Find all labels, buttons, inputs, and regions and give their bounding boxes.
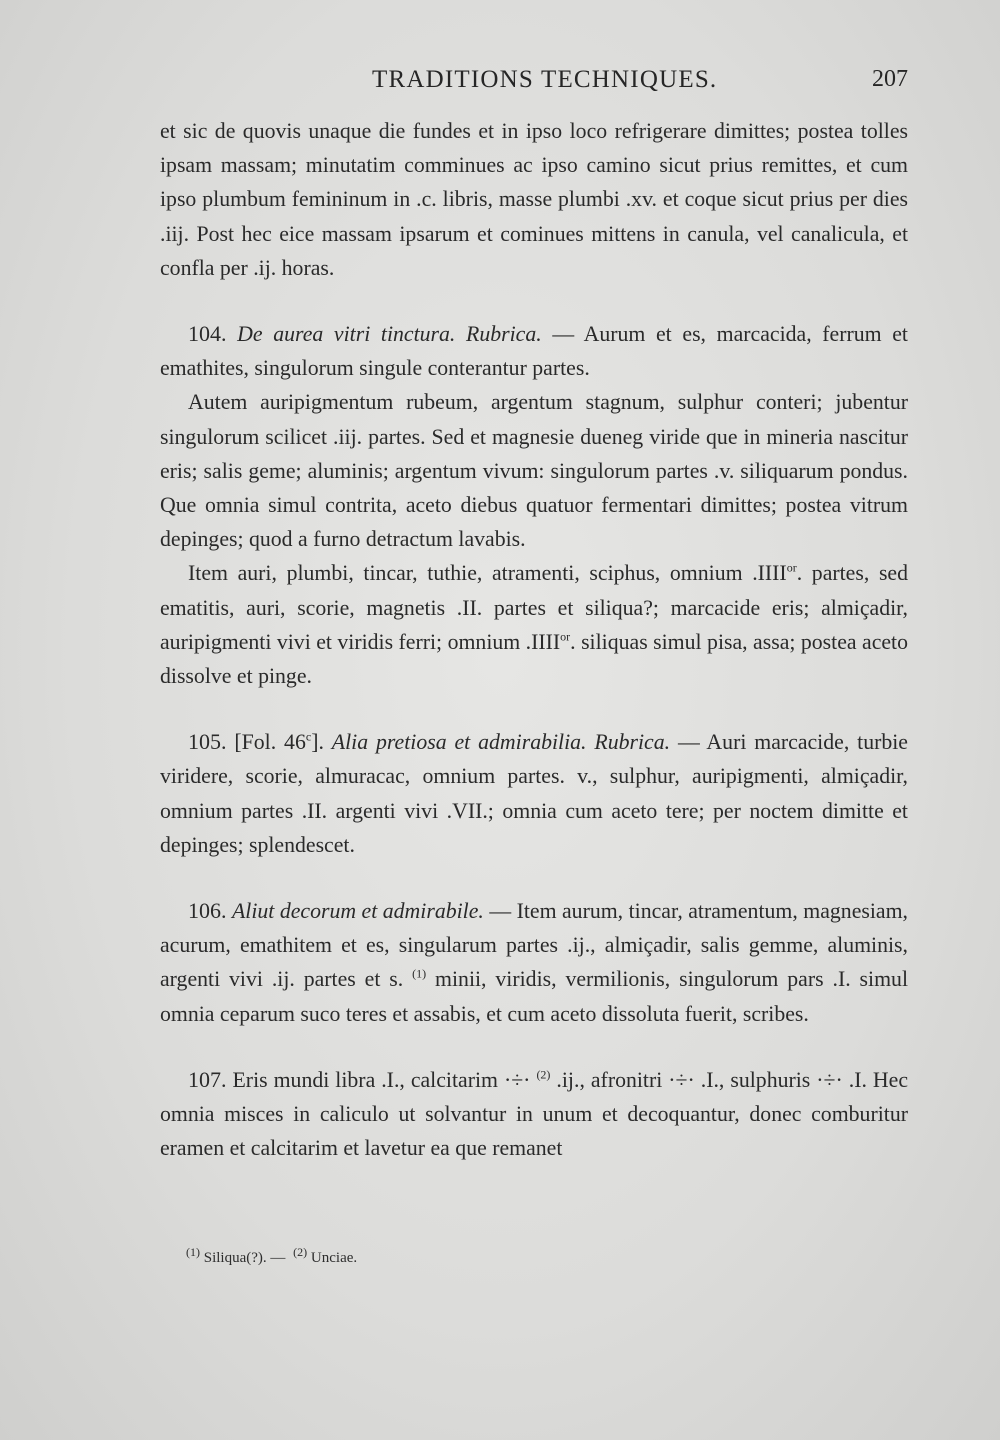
entry-text: — Auri marcacide, turbie viridere, scorie, almuracac, omnium partes. v., sulphur, auripigmenti, almiçadir, omnium partes .II. argenti vivi .VII.; omnia cum aceto tere; per noctem dimitte et depinges; splendescet. (160, 730, 908, 857)
paragraph-text: . partes, sed ematitis, auri, scorie, magnetis .II. partes et siliqua?; marcacide eris; almiçadir, auripigmenti vivi et viridis ferri; omnium .IIII (160, 561, 908, 654)
footnote-2-text: Unciae. (310, 1250, 358, 1266)
entry-107-paragraph (160, 1063, 908, 1166)
running-head: TRADITIONS TECHNIQUES. (372, 66, 718, 93)
entry-title: De aurea vitri tinctura. Rubrica. (237, 322, 542, 347)
paragraph-continuation: et sic de quovis unaque die fundes et in ipso loco refrigerare dimittes; postea tolles ipsam massam; minutatim comminues ac ipso camino sicut prius remittes, et cum ipso plumbum femininum in .c. libris, masse plumbi .xv. et coque sicut prius per dies .iij. Post hec eice massam ipsarum et cominues mittens in canula, vel canalicula, et confla per .ij. horas. (160, 119, 908, 280)
entry-title: Aliut decorum et admirabile. (231, 899, 484, 924)
entry-104-paragraph-3 (160, 556, 908, 693)
folio-ref-close: ]. (311, 730, 332, 755)
entry-107 (160, 1063, 908, 1166)
footnotes (186, 1245, 361, 1267)
entry-number: 107. (188, 1066, 227, 1092)
entry-104 (160, 317, 908, 693)
footnote-marker: (2) (536, 1067, 551, 1082)
entry-106-paragraph (160, 894, 908, 1031)
paragraph-text: Item auri, plumbi, tincar, tuthie, atramenti, sciphus, omnium .IIII (188, 561, 787, 586)
entry-number: 105. (188, 729, 227, 755)
entry-title: Alia pretiosa et admirabilia. Rubrica. (331, 730, 671, 755)
entry-text: — Item aurum, tincar, atramentum, magnesiam, acurum, emathitem et es, singularum partes .ij., almiçadir, salis gemme, aluminis, argenti vivi .ij. partes et s. (160, 899, 908, 992)
superscript: or (560, 629, 571, 644)
entry-text: minii, viridis, vermilionis, singulorum pars .I. simul omnia ceparum suco teres et assabis, et cum aceto dissoluta fuerit, scribes. (160, 967, 908, 1026)
paragraph-text: . siliquas simul pisa, assa; postea aceto dissolve et pinge. (160, 629, 908, 689)
entry-number: 104. (188, 321, 227, 347)
folio-ref: [Fol. 46 (226, 730, 306, 755)
superscript: or (786, 561, 797, 576)
entry-105 (160, 725, 908, 862)
entry-104-paragraph-2: Autem auripigmentum rubeum, argentum stagnum, sulphur conteri; jubentur singulorum scilicet .iij. partes. Sed et magnesie dueneg viride que in mineria nascitur eris; salis geme; aluminis; argentum vivum: singulorum partes .v. siliquarum pondus. Que omnia simul contrita, aceto diebus quatuor fermentari dimittes; postea vitrum depinges; quod a furno detractum lavabis. (160, 390, 908, 552)
page-header (160, 62, 908, 102)
entry-number: 106. (188, 898, 227, 924)
page-number: 207 (872, 66, 908, 92)
footnote-2-mark: (2) (293, 1245, 308, 1259)
entry-text: Eris mundi libra .I., calcitarim ·÷· (226, 1067, 537, 1092)
folio-superscript: c (305, 729, 312, 744)
page-body (160, 114, 908, 1165)
footnote-1-text: Siliqua(?). — (203, 1250, 286, 1266)
entry-106 (160, 894, 908, 1031)
entry-105-paragraph (160, 725, 908, 862)
entry-text: .ij., afronitri ·÷· .I., sulphuris ·÷· .I. Hec omnia misces in caliculo ut solvantur in unum et decoquantur, donec comburitur eramen et calcitarim et lavetur ea que remanet (160, 1067, 908, 1161)
entry-text: — Aurum et es, marcacida, ferrum et emathites, singulorum singule conterantur partes. (160, 322, 908, 381)
entry-104-heading-paragraph (160, 317, 908, 385)
footnote-1-mark: (1) (186, 1245, 200, 1259)
footnote-marker: (1) (412, 967, 427, 982)
